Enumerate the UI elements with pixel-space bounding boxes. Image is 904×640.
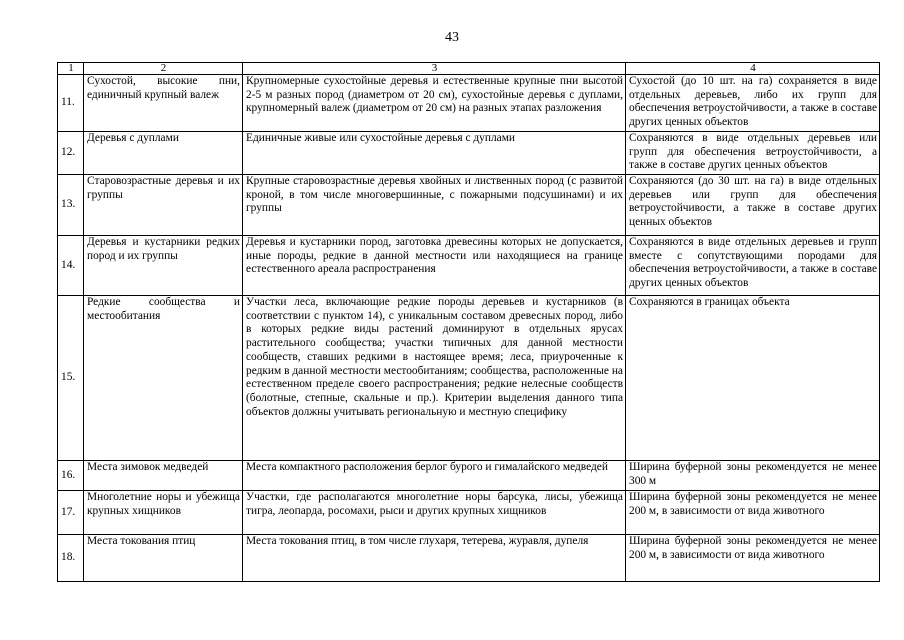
object-description: Деревья и кустарники пород, заготовка древесины которых не допускается, иные породы, редкие в данной местности или находящиеся на границе естественного ареала распространения xyxy=(243,236,626,296)
row-number: 17. xyxy=(58,491,84,535)
object-name: Сухостой, высокие пни, единичный крупный валеж xyxy=(84,75,243,132)
object-requirement: Ширина буферной зоны рекомендуется не менее 200 м, в зависимости от вида животного xyxy=(626,535,880,582)
object-name: Деревья и кустарники редких пород и их группы xyxy=(84,236,243,296)
object-description: Крупные старовозрастные деревья хвойных и лиственных пород (с развитой кроной, в том числе многовершинные, с пожарными подсушинами) и их группы xyxy=(243,175,626,236)
object-description: Участки, где располагаются многолетние норы барсука, лисы, убежища тигра, леопарда, росомахи, рыси и других крупных хищников xyxy=(243,491,626,535)
column-header: 4 xyxy=(626,63,880,75)
object-requirement: Ширина буферной зоны рекомендуется не менее 200 м, в зависимости от вида животного xyxy=(626,491,880,535)
object-description: Места компактного расположения берлог бурого и гималайского медведей xyxy=(243,461,626,491)
table-row xyxy=(58,132,880,175)
row-number: 18. xyxy=(58,535,84,582)
table-row xyxy=(58,175,880,236)
object-description: Места токования птиц, в том числе глухаря, тетерева, журавля, дупеля xyxy=(243,535,626,582)
table-row xyxy=(58,491,880,535)
object-name: Места токования птиц xyxy=(84,535,243,582)
row-number: 15. xyxy=(58,296,84,461)
object-name: Места зимовок медведей xyxy=(84,461,243,491)
object-description: Крупномерные сухостойные деревья и естественные крупные пни высотой 2-5 м разных пород (диаметром от 20 см), сухостойные деревья с дуплами, крупномерный валеж (диаметром от 20 см) на разных этапах разложения xyxy=(243,75,626,132)
row-number: 12. xyxy=(58,132,84,175)
row-number: 11. xyxy=(58,75,84,132)
object-name: Редкие сообщества и местообитания xyxy=(84,296,243,461)
column-header: 3 xyxy=(243,63,626,75)
object-requirement: Сохраняются в виде отдельных деревьев и групп вместе с сопутствующими породами для обеспечения ветроустойчивости, а также в составе других ценных объектов xyxy=(626,236,880,296)
object-requirement: Ширина буферной зоны рекомендуется не менее 300 м xyxy=(626,461,880,491)
row-number: 13. xyxy=(58,175,84,236)
row-number: 14. xyxy=(58,236,84,296)
row-number: 16. xyxy=(58,461,84,491)
table-row xyxy=(58,236,880,296)
object-description: Участки леса, включающие редкие породы деревьев и кустарников (в соответствии с пунктом 14), с уникальным составом древесных пород, либо в которых редкие виды растений доминируют в отдельных ярусах растительного сообщества; участки типичных для данной местности сообществ, ставших редкими в настоящее время; леса, приуроченные к редким в данной местности местообитаниям; сообщества, расположенные на естественном пределе своего распространения; редкие нелесные сообществ (болотные, степные, скальные и пр.). Критерии выделения данного типа объектов должны учитывать региональную и местную специфику xyxy=(243,296,626,461)
table-header-row xyxy=(58,63,880,75)
table-row xyxy=(58,75,880,132)
object-name: Многолетние норы и убежища крупных хищников xyxy=(84,491,243,535)
object-name: Деревья с дуплами xyxy=(84,132,243,175)
table-row xyxy=(58,535,880,582)
object-requirement: Сохраняются в границах объекта xyxy=(626,296,880,461)
object-description: Единичные живые или сухостойные деревья с дуплами xyxy=(243,132,626,175)
object-requirement: Сохраняются (до 30 шт. на га) в виде отдельных деревьев или групп для обеспечения ветроустойчивости, а также в составе других ценных объектов xyxy=(626,175,880,236)
column-header: 1 xyxy=(58,63,84,75)
table-row xyxy=(58,296,880,461)
object-requirement: Сухостой (до 10 шт. на га) сохраняется в виде отдельных деревьев, либо их групп для обеспечения ветроустойчивости, а также в составе других ценных объектов xyxy=(626,75,880,132)
table-row xyxy=(58,461,880,491)
column-header: 2 xyxy=(84,63,243,75)
page-number: 43 xyxy=(445,30,459,45)
object-requirement: Сохраняются в виде отдельных деревьев или групп для обеспечения ветроустойчивости, а также в составе других ценных объектов xyxy=(626,132,880,175)
object-name: Старовозрастные деревья и их группы xyxy=(84,175,243,236)
document-table xyxy=(57,62,880,582)
